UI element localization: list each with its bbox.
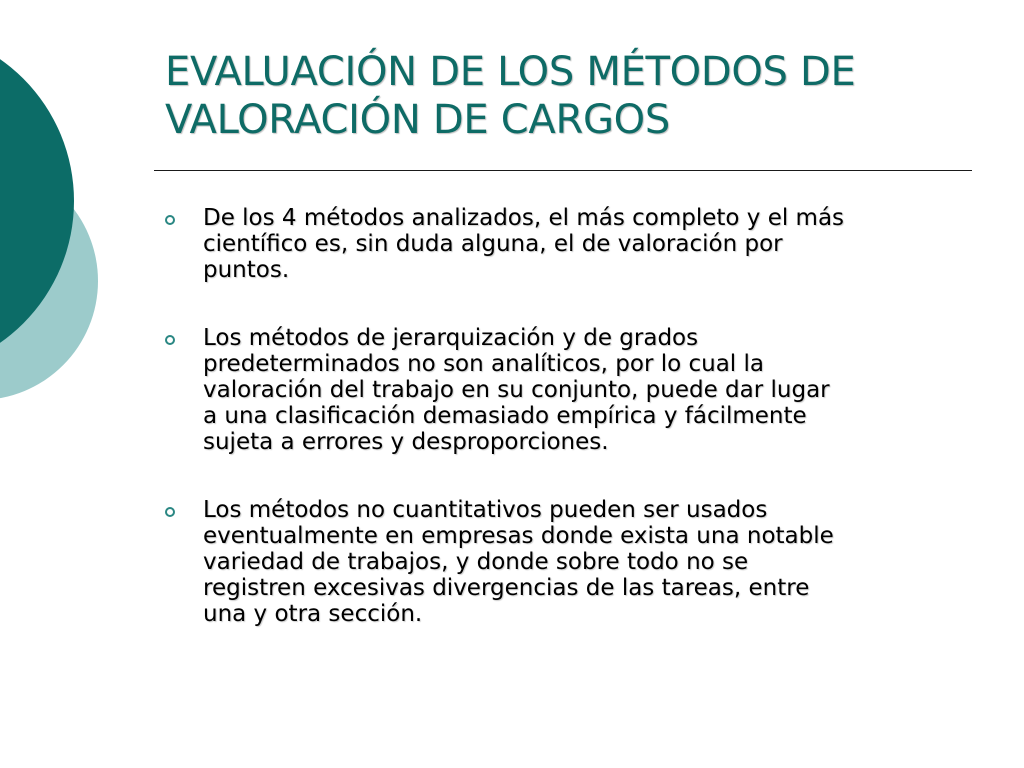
bullet-line: predeterminados no son analíticos, por lo cual la: [203, 351, 764, 377]
slide-title: [165, 48, 985, 144]
bullet-item-1: [165, 205, 975, 283]
bullet-line: a una clasificación demasiado empírica y fácilmente: [203, 403, 807, 429]
bullet-list: [165, 205, 975, 627]
bullet-text: [203, 205, 975, 283]
bullet-line: científico es, sin duda alguna, el de valoración por: [203, 231, 783, 257]
bullet-line: una y otra sección.: [203, 601, 423, 627]
title-line-2: VALORACIÓN DE CARGOS: [165, 97, 670, 143]
title-divider: [154, 170, 972, 171]
bullet-line: variedad de trabajos, y donde sobre todo no se: [203, 549, 749, 575]
bullet-text: [203, 325, 975, 455]
bullet-text: [203, 497, 975, 627]
bullet-line: De los 4 métodos analizados, el más completo y el más: [203, 205, 845, 231]
bullet-line: registren excesivas divergencias de las tareas, entre: [203, 575, 810, 601]
title-line-1: EVALUACIÓN DE LOS MÉTODOS DE: [165, 49, 856, 95]
bullet-item-3: [165, 497, 975, 627]
bullet-line: eventualmente en empresas donde exista una notable: [203, 523, 834, 549]
hollow-circle-bullet-icon: [165, 215, 175, 225]
bullet-line: valoración del trabajo en su conjunto, puede dar lugar: [203, 377, 830, 403]
hollow-circle-bullet-icon: [165, 507, 175, 517]
bullet-line: puntos.: [203, 257, 290, 283]
bullet-line: Los métodos no cuantitativos pueden ser usados: [203, 497, 768, 523]
bullet-item-2: [165, 325, 975, 455]
bullet-line: Los métodos de jerarquización y de grados: [203, 325, 699, 351]
bullet-line: sujeta a errores y desproporciones.: [203, 429, 609, 455]
hollow-circle-bullet-icon: [165, 335, 175, 345]
